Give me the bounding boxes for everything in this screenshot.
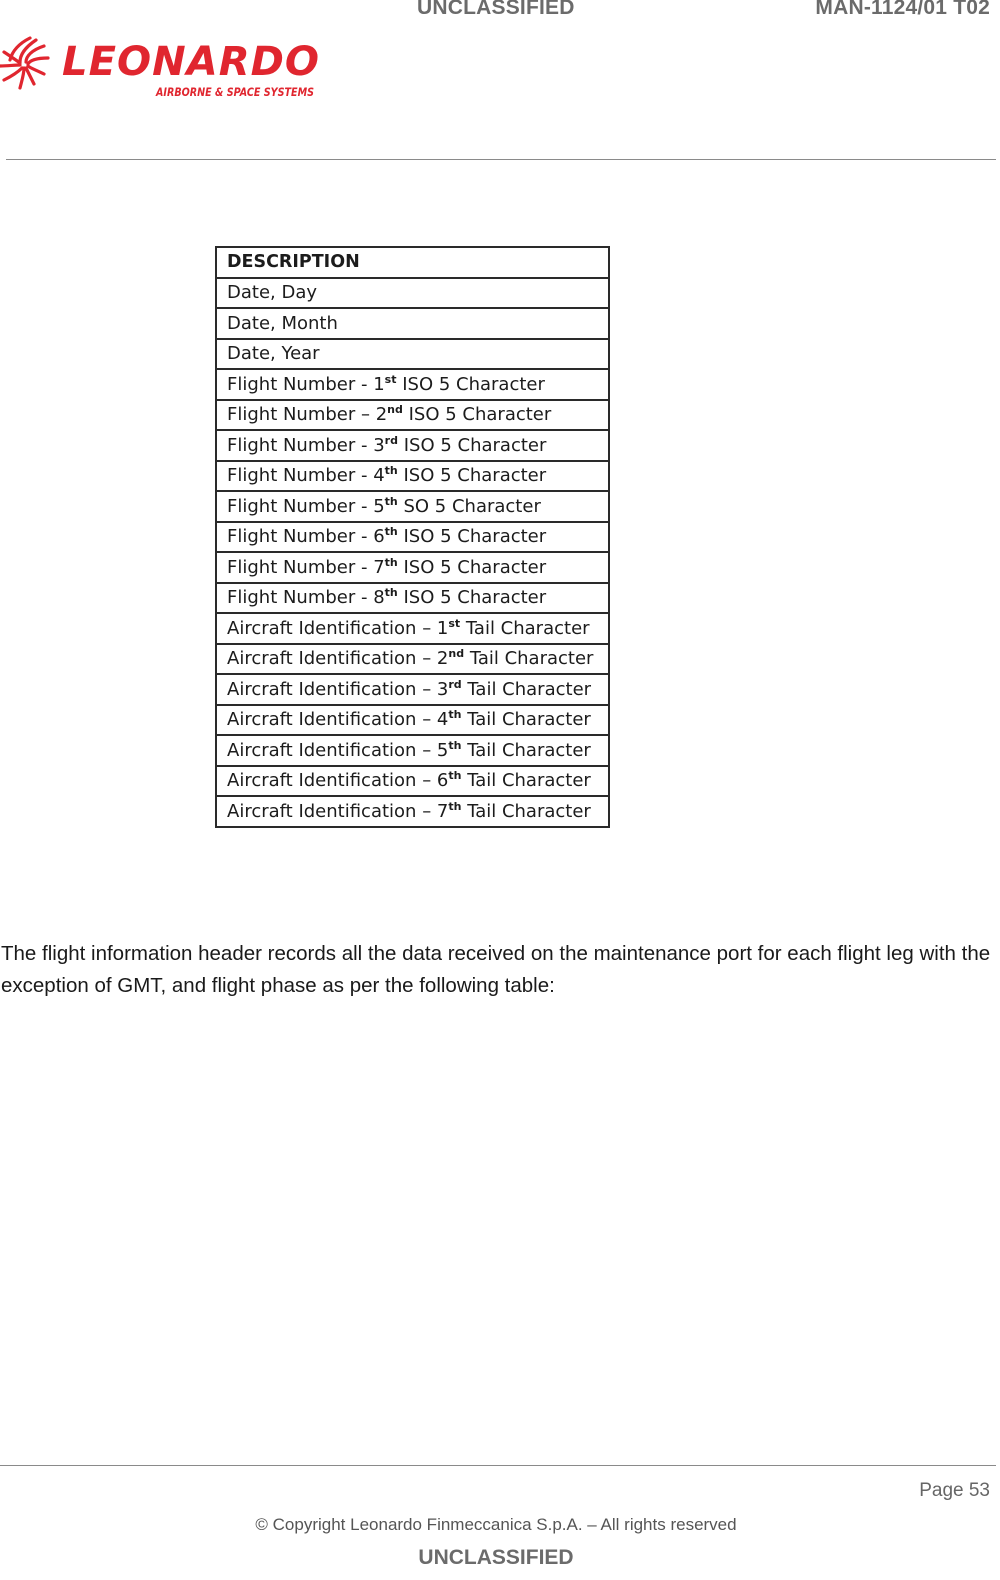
table-cell-description [216,644,609,675]
table-row [216,369,609,400]
table-cell-description [216,583,609,614]
table-cell-description [216,522,609,553]
ordinal-suffix: st [384,372,397,386]
cell-text-suffix: ISO 5 Character [397,556,547,578]
table-row [216,278,609,309]
cell-text: Flight Number - 8 [227,587,385,609]
leonardo-logo [0,30,330,102]
table-row [216,339,609,370]
table-row [216,644,609,675]
ordinal-suffix: th [448,708,462,722]
table-cell-description [216,705,609,736]
cell-text: Aircraft Identification – 3 [227,678,449,700]
cell-text-suffix: ISO 5 Character [397,587,547,609]
cell-text: Flight Number - 3 [227,434,385,456]
ordinal-suffix: rd [384,433,398,447]
svg-text:AIRBORNE & SPACE SYSTEMS: AIRBORNE & SPACE SYSTEMS [155,85,314,99]
header-divider [6,159,996,160]
table-cell-description [216,491,609,522]
table-row [216,308,609,339]
table-cell-description [216,674,609,705]
ordinal-suffix: th [384,494,398,508]
cell-text: Date, Day [227,282,318,304]
cell-text: Aircraft Identification – 1 [227,617,449,639]
ordinal-suffix: st [448,616,461,630]
cell-text: Aircraft Identification – 6 [227,770,449,792]
cell-text: Flight Number - 7 [227,556,385,578]
table-cell-description [216,308,609,339]
cell-text: Aircraft Identification – 2 [227,648,449,670]
table-header-description: DESCRIPTION [216,247,609,278]
ordinal-suffix: th [384,586,398,600]
table-row [216,400,609,431]
document-id: MAN-1124/01 T02 [815,0,990,19]
page-number: Page 53 [919,1480,990,1501]
table-row [216,583,609,614]
cell-text: Flight Number - 5 [227,495,385,517]
table-row [216,461,609,492]
table-cell-description [216,796,609,827]
table-cell-description [216,400,609,431]
cell-text-suffix: ISO 5 Character [396,373,545,395]
table-cell-description [216,461,609,492]
table-row [216,735,609,766]
ordinal-suffix: th [448,799,462,813]
body-paragraph: The flight information header records all the data received on the maintenance port for each flight leg with the exception of GMT, and flight phase as per the following table: [1,942,991,997]
table-row [216,674,609,705]
cell-text-suffix: Tail Character [461,678,592,700]
leonardo-swirl-icon [0,30,330,102]
cell-text-suffix: SO 5 Character [397,495,541,517]
table-cell-description [216,766,609,797]
table-row [216,766,609,797]
cell-text: Aircraft Identification – 7 [227,800,449,822]
cell-text-suffix: Tail Character [461,709,591,731]
ordinal-suffix: th [384,525,398,539]
cell-text: Flight Number – 2 [227,404,388,426]
cell-text-suffix: ISO 5 Character [397,465,547,487]
svg-text:LEONARDO: LEONARDO [62,39,320,85]
ordinal-suffix: nd [387,403,403,417]
footer-classification: UNCLASSIFIED [418,1546,574,1569]
cell-text: Date, Month [227,312,338,334]
cell-text-suffix: Tail Character [461,739,591,761]
ordinal-suffix: rd [448,677,462,691]
cell-text: Date, Year [227,343,320,365]
ordinal-suffix: nd [448,647,465,661]
table-row [216,796,609,827]
table-row [216,613,609,644]
ordinal-suffix: th [448,769,462,783]
cell-text-suffix: Tail Character [460,617,590,639]
cell-text-suffix: ISO 5 Character [397,526,547,548]
ordinal-suffix: th [448,738,462,752]
table-row [216,522,609,553]
table-row [216,552,609,583]
cell-text: Flight Number - 4 [227,465,385,487]
table-cell-description [216,278,609,309]
table-row [216,430,609,461]
header-classification: UNCLASSIFIED [417,0,575,19]
cell-text-suffix: Tail Character [464,648,594,670]
table-header-row [216,247,609,278]
table-row [216,491,609,522]
footer-divider [0,1465,996,1466]
cell-text-suffix: ISO 5 Character [402,404,552,426]
table-row [216,705,609,736]
table-cell-description [216,613,609,644]
table-cell-description [216,369,609,400]
table-cell-description [216,339,609,370]
cell-text: Flight Number - 6 [227,526,385,548]
table-body [216,278,609,827]
table-cell-description [216,552,609,583]
cell-text-suffix: Tail Character [461,770,591,792]
ordinal-suffix: th [384,464,398,478]
cell-text-suffix: Tail Character [461,800,591,822]
cell-text: Flight Number - 1 [227,373,385,395]
copyright-notice: © Copyright Leonardo Finmeccanica S.p.A. – All rights reserved [255,1515,737,1534]
description-table [215,246,610,828]
table-cell-description [216,430,609,461]
cell-text: Aircraft Identification – 5 [227,739,449,761]
cell-text-suffix: ISO 5 Character [397,434,547,456]
cell-text: Aircraft Identification – 4 [227,709,449,731]
ordinal-suffix: th [384,555,398,569]
table-cell-description [216,735,609,766]
